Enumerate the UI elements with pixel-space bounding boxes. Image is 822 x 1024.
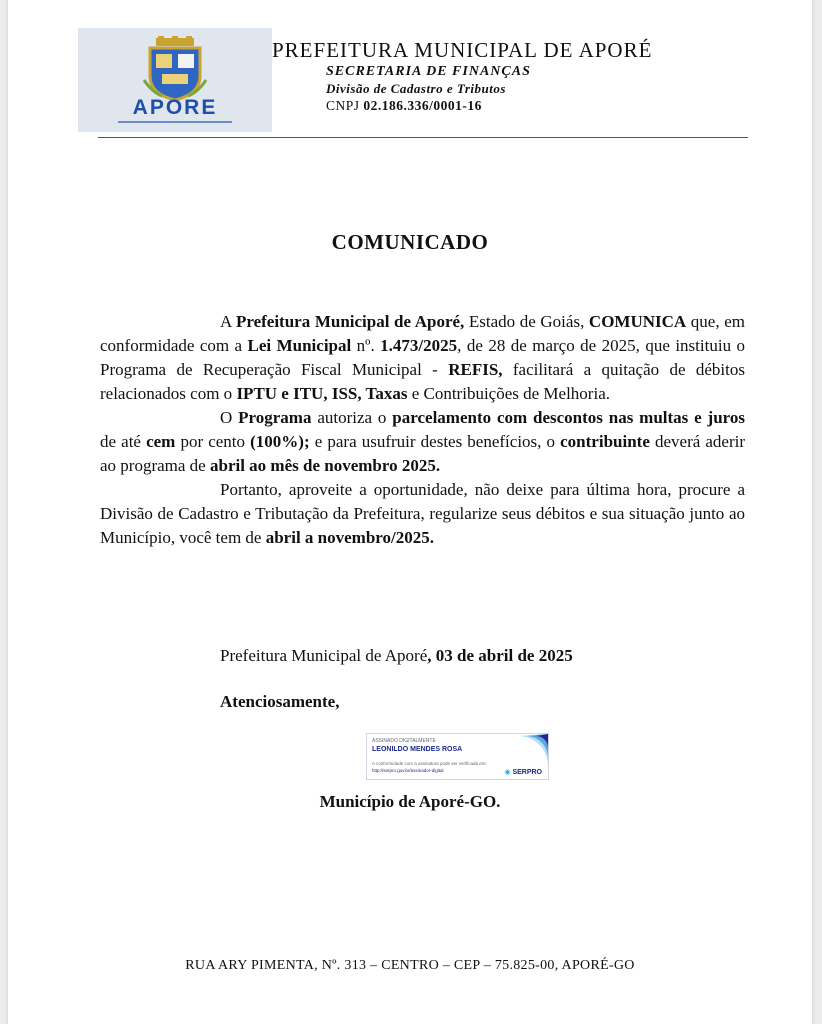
footer-address: RUA ARY PIMENTA, Nº. 313 – CENTRO – CEP – 75.825-00, APORÉ-GO bbox=[185, 958, 635, 973]
document-body bbox=[100, 310, 745, 550]
signatory-municipality: Município de Aporé-GO. bbox=[319, 792, 501, 811]
p2-bold-1: Programa bbox=[238, 408, 312, 427]
paragraph-2 bbox=[100, 406, 745, 478]
document-page bbox=[8, 0, 812, 1024]
serpro-brand bbox=[504, 768, 542, 776]
letterhead bbox=[272, 38, 652, 115]
p1-bold-6: IPTU e ITU, ISS, Taxas bbox=[236, 384, 408, 403]
serpro-brand-text: SERPRO bbox=[512, 769, 542, 776]
serpro-arc-icon bbox=[508, 734, 548, 766]
p2-bold-2: parcelamento com descontos nas multas e juros bbox=[392, 408, 746, 427]
p2-text-6: deverá aderir ao programa de bbox=[100, 432, 746, 475]
date-value: , 03 de abril de 2025 bbox=[427, 646, 573, 665]
p3-text-1: Portanto, aproveite a oportunidade, não deixe para última hora, procure a Divisão de Cadastro e Tributação da Prefeitura, regularize seus débitos e sua situação junto ao Município, você tem de bbox=[100, 480, 745, 547]
p2-text-4: por cento bbox=[175, 432, 251, 451]
p2-text-5: e para usufruir destes benefícios, o bbox=[309, 432, 561, 451]
logo-wordmark: APORE bbox=[132, 96, 218, 119]
p1-text-4: nº. bbox=[351, 336, 381, 355]
p1-bold-5: REFIS, bbox=[448, 360, 503, 379]
p2-text-2: autoriza o bbox=[311, 408, 393, 427]
municipal-logo bbox=[78, 28, 272, 132]
p1-text-6: facilitará a quitação de débitos relacionados com o bbox=[100, 360, 745, 403]
p1-text-5: , de 28 de março de 2025, que instituiu o Programa de Recuperação Fiscal Municipal - bbox=[100, 336, 746, 379]
cnpj-value: 02.186.336/0001-16 bbox=[363, 98, 482, 113]
signature-url: http://serpro.gov.br/assinador-digital bbox=[372, 768, 444, 773]
p2-text-1: O bbox=[220, 408, 239, 427]
closing-salutation: Atenciosamente, bbox=[220, 692, 340, 711]
p1-bold-4: 1.473/2025 bbox=[380, 336, 458, 355]
serpro-logo-icon: ◉ bbox=[504, 769, 513, 776]
cnpj-label: CNPJ bbox=[326, 98, 364, 113]
p1-text-7: e Contribuições de Melhoria. bbox=[407, 384, 610, 403]
institution-title: PREFEITURA MUNICIPAL DE APORÉ bbox=[272, 38, 653, 62]
divisao-line: Divisão de Cadastro e Tributos bbox=[326, 81, 506, 96]
logo-underline bbox=[118, 121, 232, 123]
header-divider bbox=[98, 137, 748, 138]
p2-bold-3: cem bbox=[146, 432, 176, 451]
coat-of-arms-icon bbox=[142, 36, 208, 102]
p1-bold-1: Prefeitura Municipal de Aporé, bbox=[235, 312, 465, 331]
signature-label: ASSINADO DIGITALMENTE bbox=[372, 738, 436, 744]
p1-bold-2: COMUNICA bbox=[588, 312, 687, 331]
date-line bbox=[220, 646, 573, 666]
p1-bold-3: Lei Municipal bbox=[247, 336, 352, 355]
p1-text-2: Estado de Goiás, bbox=[464, 312, 589, 331]
p1-text-1: A bbox=[220, 312, 236, 331]
p2-bold-6: abril ao mês de novembro 2025. bbox=[209, 456, 441, 475]
document-title: COMUNICADO bbox=[331, 230, 489, 254]
p3-bold-1: abril a novembro/2025. bbox=[265, 528, 434, 547]
signature-note: A conformidade com a assinatura pode ser verificada em: bbox=[372, 761, 487, 766]
cnpj-line bbox=[326, 97, 652, 115]
signer-name: LEONILDO MENDES ROSA bbox=[372, 746, 463, 753]
paragraph-1 bbox=[100, 310, 745, 406]
p2-bold-4: (100%); bbox=[250, 432, 310, 451]
date-place: Prefeitura Municipal de Aporé bbox=[220, 646, 428, 665]
p2-text-3: de até bbox=[100, 432, 147, 451]
digital-signature-stamp bbox=[366, 733, 549, 780]
paragraph-3 bbox=[100, 478, 745, 550]
secretaria-line: SECRETARIA DE FINANÇAS bbox=[326, 64, 531, 79]
p2-bold-5: contribuinte bbox=[560, 432, 650, 451]
p1-text-3: que, em conformidade com a bbox=[100, 312, 745, 355]
